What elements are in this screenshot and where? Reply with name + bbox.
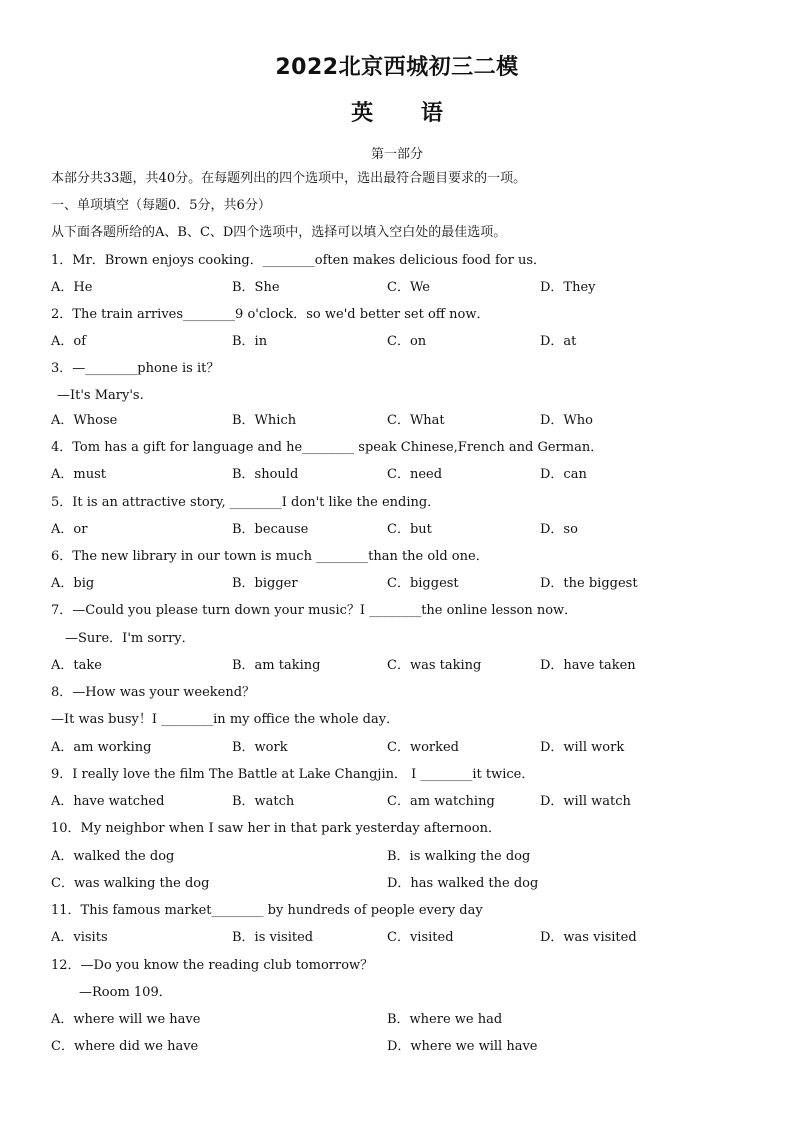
question-dialogue-line: —Room 109． — [79, 985, 172, 1000]
question-dialogue-line: —It's Mary's. — [57, 388, 144, 403]
option-b: B．is visited — [232, 930, 314, 945]
option-d: D．Who — [540, 413, 593, 428]
option-b: B．She — [232, 280, 280, 295]
option-a: A．He — [51, 280, 93, 295]
option-c: C．worked — [387, 740, 460, 755]
question-stem: 8．—How was your weekend？ — [51, 685, 256, 700]
option-b: B．bigger — [232, 576, 298, 591]
question-stem: 7．—Could you please turn down your music？I ________the online lesson now． — [51, 603, 578, 618]
option-b: B．should — [232, 467, 299, 482]
option-a: A．visits — [51, 930, 108, 945]
part-heading: 第一部分 — [370, 147, 423, 162]
question-stem: 11．This famous market________ by hundreds of people every day — [51, 903, 483, 918]
option-a: A．where will we have — [51, 1012, 201, 1027]
option-b: B．Which — [232, 413, 297, 428]
question-stem: 2．The train arrives________9 o'clock．so we'd better set off now． — [51, 307, 490, 322]
option-a: A．am working — [51, 740, 152, 755]
option-b: B．because — [232, 522, 309, 537]
question-stem: 12．—Do you know the reading club tomorrow？ — [51, 958, 374, 973]
option-c: C．was walking the dog — [51, 876, 210, 891]
question-stem: 5．It is an attractive story, ________I don't like the ending． — [51, 495, 441, 510]
option-d: D．has walked the dog — [387, 876, 539, 891]
question-stem: 1．Mr．Brown enjoys cooking．________often makes delicious food for us． — [51, 253, 546, 268]
option-a: A．or — [51, 522, 88, 537]
option-d: D．have taken — [540, 658, 636, 673]
option-a: A．big — [51, 576, 95, 591]
option-c: C．We — [387, 280, 430, 295]
option-d: D．will watch — [540, 794, 631, 809]
option-a: A．walked the dog — [51, 849, 175, 864]
subject-title: 英 语 — [351, 101, 443, 126]
question-stem: 9．I really love the film The Battle at Lake Changjin． I ________it twice． — [51, 767, 535, 782]
option-c: C．on — [387, 334, 427, 349]
option-c: C．but — [387, 522, 432, 537]
option-d: D．will work — [540, 740, 625, 755]
question-dialogue-line: —It was busy！I ________in my office the whole day． — [51, 712, 400, 727]
option-c: C．need — [387, 467, 443, 482]
question-stem: 3．—________phone is it？ — [51, 361, 220, 376]
part-intro: 本部分共33题，共40分。在每题列出的四个选项中，选出最符合题目要求的一项。 — [51, 171, 527, 186]
option-d: D．where we will have — [387, 1039, 538, 1054]
option-d: D．can — [540, 467, 587, 482]
option-b: B．work — [232, 740, 288, 755]
question-stem: 10．My neighbor when I saw her in that park yesterday afternoon． — [51, 821, 501, 836]
option-b: B．watch — [232, 794, 295, 809]
option-a: A．have watched — [51, 794, 165, 809]
document-title: 2022北京西城初三二模 — [275, 55, 519, 80]
option-d: D．the biggest — [540, 576, 638, 591]
option-c: C．visited — [387, 930, 454, 945]
option-c: C．am watching — [387, 794, 495, 809]
option-a: A．take — [51, 658, 102, 673]
option-a: A．must — [51, 467, 106, 482]
option-b: B．where we had — [387, 1012, 503, 1027]
question-stem: 6．The new library in our town is much ________than the old one． — [51, 549, 489, 564]
option-c: C．What — [387, 413, 445, 428]
option-d: D．at — [540, 334, 577, 349]
option-c: C．was taking — [387, 658, 482, 673]
option-c: C．where did we have — [51, 1039, 199, 1054]
section-heading: 一、单项填空（每题0．5分，共6分） — [51, 198, 271, 213]
option-b: B．am taking — [232, 658, 321, 673]
question-stem: 4．Tom has a gift for language and he________ speak Chinese,French and German． — [51, 440, 604, 455]
question-dialogue-line: —Sure．I'm sorry． — [65, 631, 195, 646]
option-a: A．Whose — [51, 413, 118, 428]
option-b: B．is walking the dog — [387, 849, 531, 864]
option-d: D．so — [540, 522, 578, 537]
option-d: D．was visited — [540, 930, 637, 945]
option-c: C．biggest — [387, 576, 459, 591]
option-a: A．of — [51, 334, 87, 349]
option-d: D．They — [540, 280, 596, 295]
option-b: B．in — [232, 334, 268, 349]
section-instruction: 从下面各题所给的A、B、C、D四个选项中，选择可以填入空白处的最佳选项。 — [51, 225, 507, 240]
